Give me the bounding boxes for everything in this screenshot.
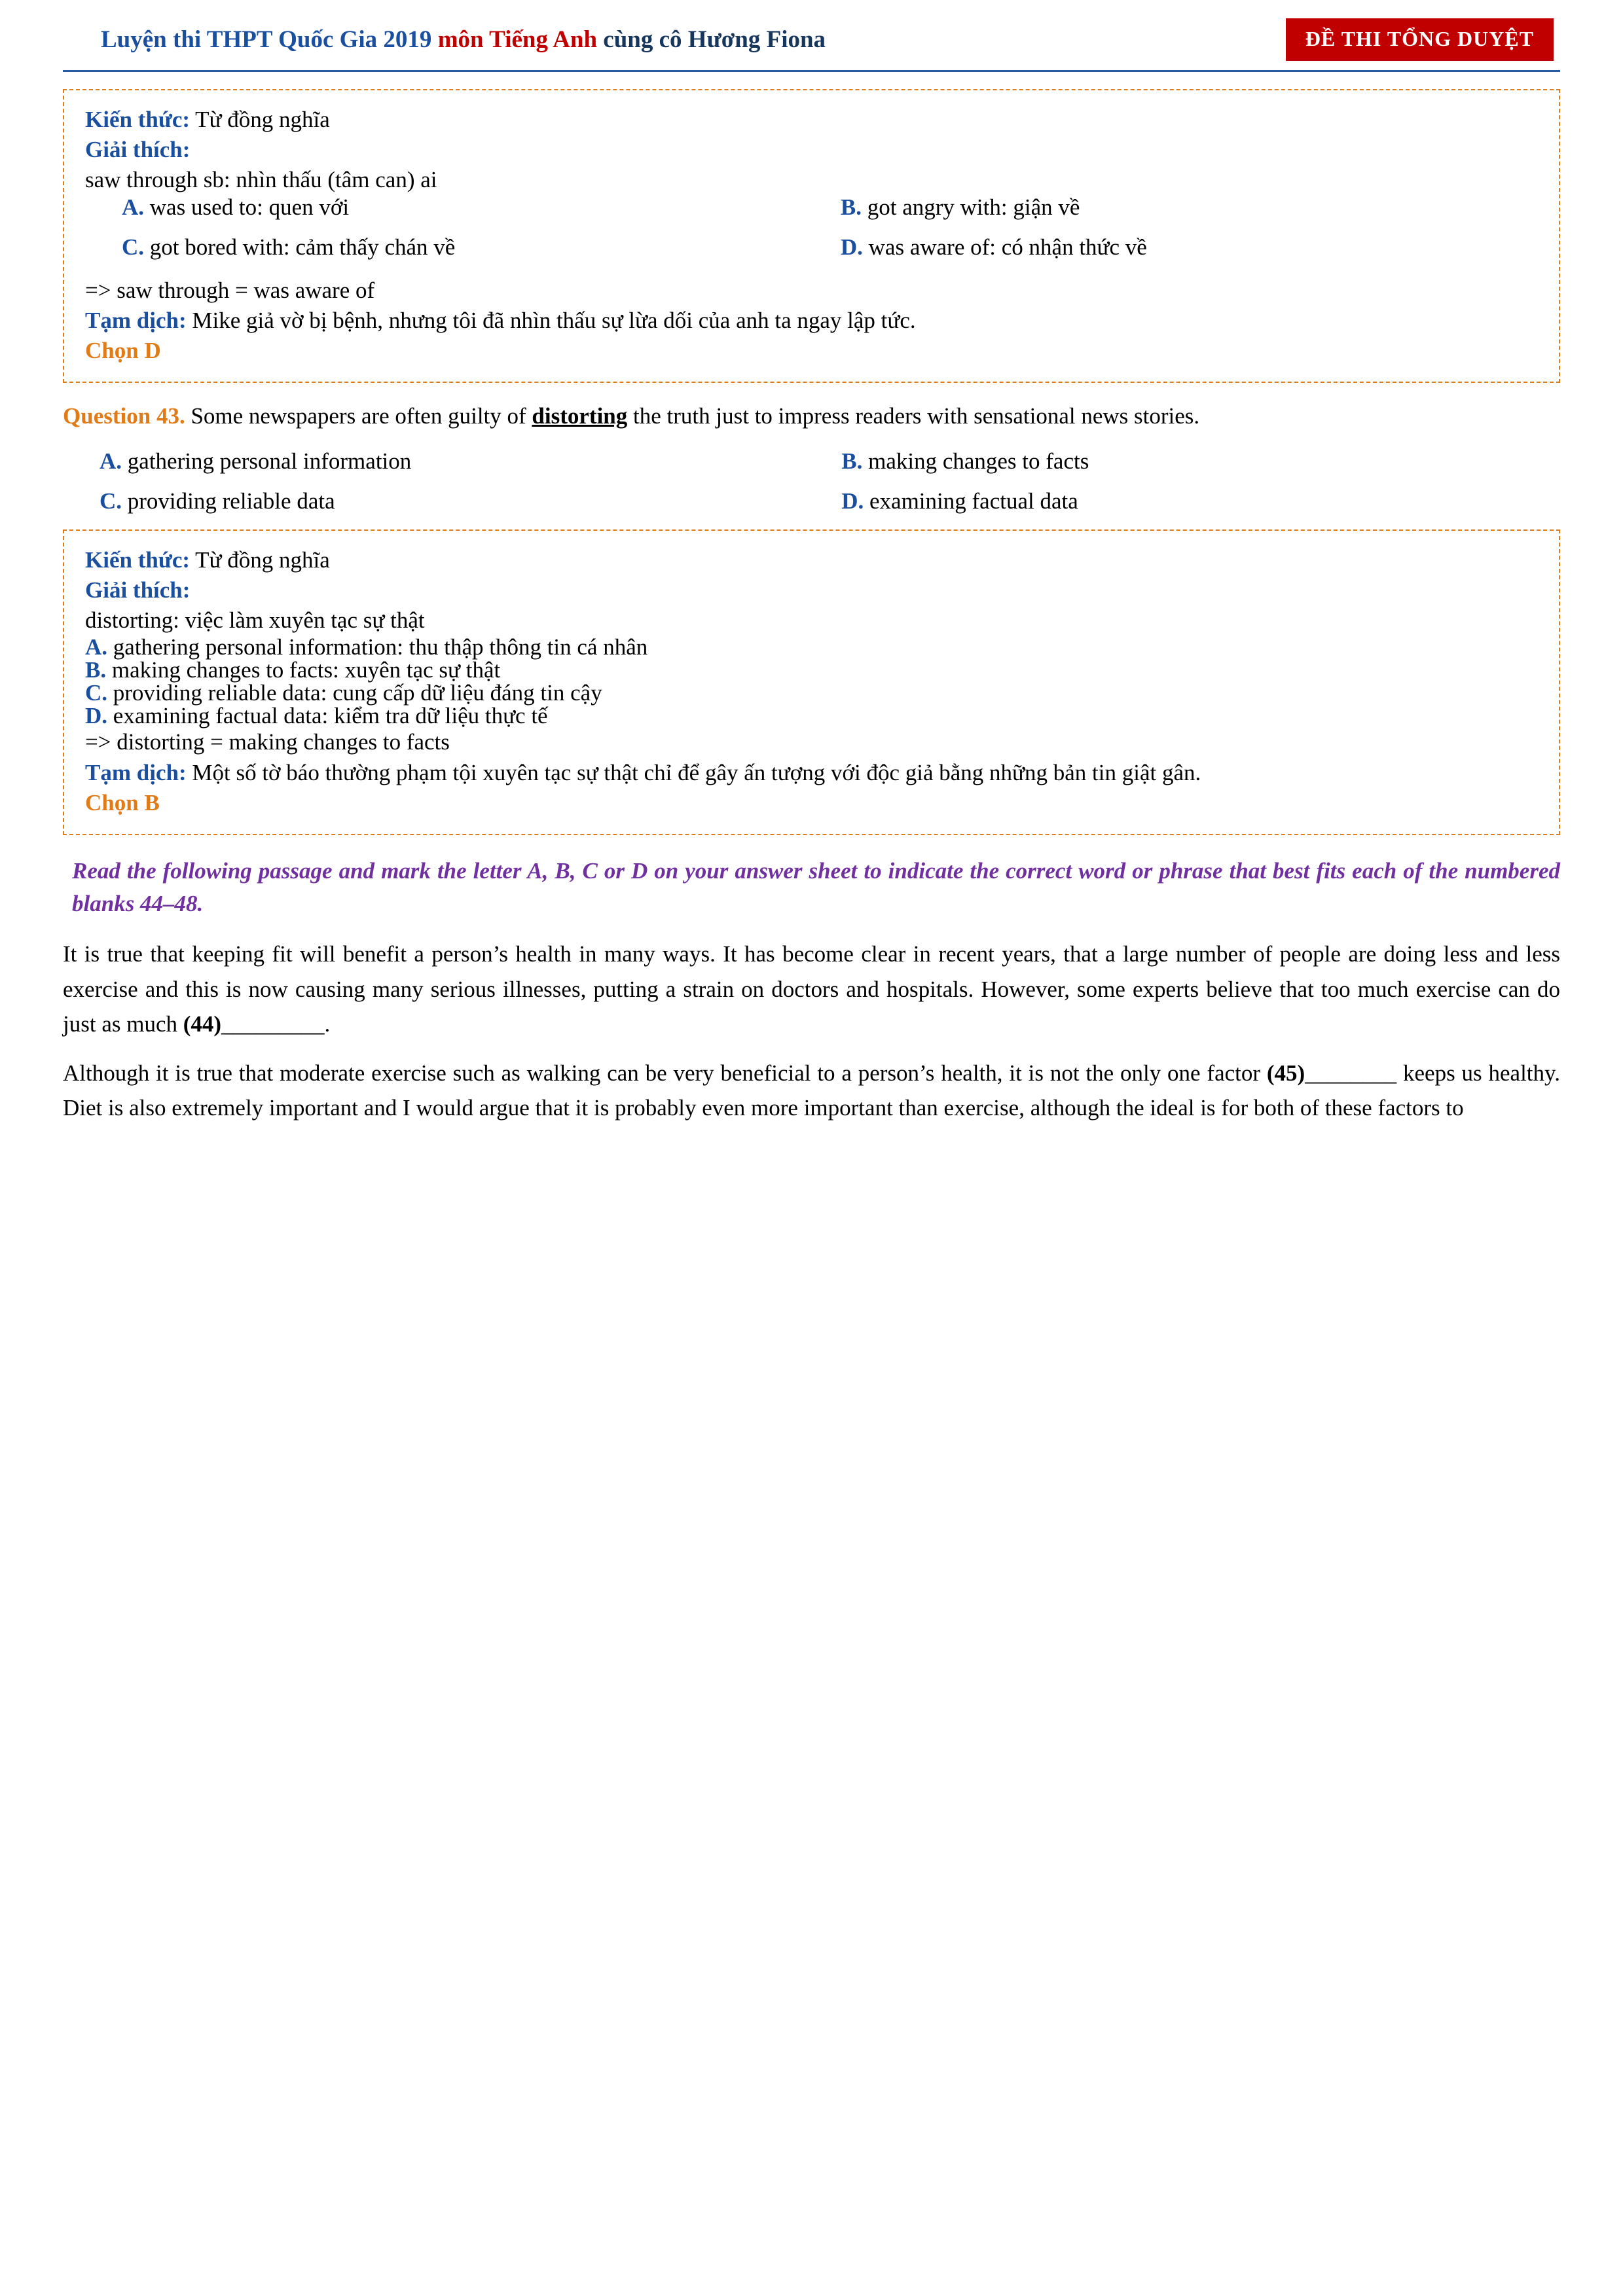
gloss-line-2: distorting: việc làm xuyên tạc sự thật [85, 607, 425, 634]
question-43-option-b[interactable] [841, 450, 1560, 473]
option-a [85, 196, 841, 219]
header-title-part2: môn Tiếng Anh [437, 26, 604, 53]
question-43-option-row-ab [63, 450, 1560, 473]
explain-option-d-text: examining factual data: kiểm tra dữ liệu thực tế [107, 703, 548, 729]
question-43-option-a-letter: A. [100, 448, 122, 474]
option-d [841, 236, 1538, 259]
conclusion-line-2: => distorting = making changes to facts [85, 729, 450, 755]
explain-option-a-letter: A. [85, 634, 108, 660]
kien-thuc-line-2 [85, 545, 1538, 575]
explain-option-c-text: providing reliable data: cung cấp dữ liệu đáng tin cậy [107, 680, 602, 706]
option-b-letter: B. [840, 194, 862, 220]
conclusion-line: => saw through = was aware of [85, 277, 375, 303]
explain-option-b-text: making changes to facts: xuyên tạc sự thật [106, 657, 501, 683]
tam-dich-line [85, 306, 1538, 336]
option-a-text: was used to: quen với [144, 194, 350, 220]
tam-dich-label-2: Tạm dịch: [85, 759, 187, 785]
question-43-option-d[interactable] [841, 490, 1560, 512]
tam-dich-value: Mike giả vờ bị bệnh, nhưng tôi đã nhìn thấu sự lừa dối của anh ta ngay lập tức. [186, 307, 916, 333]
explain-option-a [85, 636, 1538, 658]
explain-option-c [85, 681, 1538, 704]
explain-option-d [85, 704, 1538, 727]
explain-option-b-letter: B. [85, 657, 107, 683]
explanation-box-42 [63, 89, 1560, 383]
kien-thuc-value-2: Từ đồng nghĩa [190, 547, 330, 573]
question-43-option-c[interactable] [63, 490, 841, 512]
question-43-option-d-text: examining factual data [864, 488, 1078, 514]
question-43-option-d-letter: D. [841, 488, 864, 514]
exam-badge: ĐỀ THI TỔNG DUYỆT [1286, 18, 1554, 61]
kien-thuc-label: Kiến thức: [85, 107, 191, 132]
answer-choice-2 [85, 788, 1538, 818]
option-c-text: got bored with: cảm thấy chán về [144, 234, 456, 260]
answer-choice [85, 336, 1538, 366]
reading-instruction: Read the following passage and mark the letter A, B, C or D on your answer sheet to indicate the correct word or phrase that best fits each of the numbered blanks 44–48. [72, 857, 1560, 916]
passage-p1-text-a: It is true that keeping fit will benefit a person’s health in many ways. It has become clear in recent years, that a large number of people are doing less and less exercise and this is now causing many serious illnesses, putting a strain on doctors and hospitals. However, some experts believe that too much exercise can do just as much [63, 941, 1560, 1037]
passage-paragraph-1 [63, 937, 1560, 1041]
gloss-line: saw through sb: nhìn thấu (tâm can) ai [85, 167, 437, 193]
option-row-cd [85, 236, 1538, 259]
tam-dich-label: Tạm dịch: [85, 307, 187, 333]
question-43-option-b-letter: B. [841, 448, 863, 474]
explanation-box-43 [63, 529, 1560, 835]
option-d-text: was aware of: có nhận thức về [862, 234, 1147, 260]
question-43-option-row-cd [63, 490, 1560, 512]
blank-45-number: (45) [1266, 1060, 1305, 1086]
giai-thich-label-2 [85, 575, 1538, 605]
question-43-text-after: the truth just to impress readers with sensational news stories. [627, 403, 1200, 429]
passage-p2-text-b: ________ keeps us healthy. Diet is also extremely important and I would argue that it is probably even more important than exercise, although the ideal is for both of these factors to [63, 1060, 1560, 1121]
header-title-part1: Luyện thi THPT Quốc Gia 2019 [101, 26, 438, 53]
giai-thich-label [85, 135, 1538, 165]
question-43-label: Question 43. [63, 403, 185, 429]
option-a-letter: A. [122, 194, 145, 220]
kien-thuc-value: Từ đồng nghĩa [190, 107, 330, 132]
blank-44-number: (44) [183, 1011, 222, 1037]
option-d-letter: D. [840, 234, 863, 260]
page-header [63, 0, 1560, 61]
explain-option-b [85, 658, 1538, 681]
option-row-ab [85, 196, 1538, 219]
tam-dich-line-2 [85, 758, 1538, 788]
option-c-letter: C. [122, 234, 145, 260]
passage-paragraph-2 [63, 1056, 1560, 1125]
option-b-text: got angry with: giận về [861, 194, 1080, 220]
tam-dich-value-2: Một số tờ báo thường phạm tội xuyên tạc sự thật chỉ để gây ấn tượng với độc giả bằng những bản tin giật gân. [186, 759, 1201, 785]
question-43 [63, 400, 1560, 433]
explain-option-c-letter: C. [85, 680, 108, 706]
giai-thich-text-2: Giải thích: [85, 577, 191, 603]
document-content [63, 72, 1560, 1125]
explain-option-d-letter: D. [85, 703, 108, 729]
kien-thuc-label-2: Kiến thức: [85, 547, 191, 573]
explain-option-a-text: gathering personal information: thu thập thông tin cá nhân [107, 634, 648, 660]
passage-p2-text-a: Although it is true that moderate exercise such as walking can be very beneficial to a person’s health, it is not the only one factor [63, 1060, 1267, 1086]
option-b [841, 196, 1538, 219]
question-43-option-a-text: gathering personal information [122, 448, 412, 474]
question-43-option-c-text: providing reliable data [122, 488, 335, 514]
question-43-option-b-text: making changes to facts [862, 448, 1089, 474]
question-43-option-a[interactable] [63, 450, 841, 473]
kien-thuc-line [85, 105, 1538, 135]
header-title [101, 26, 826, 54]
passage-p1-text-b: _________. [221, 1011, 331, 1037]
question-43-keyword: distorting [532, 403, 628, 429]
header-title-part3: cùng cô Hương Fiona [603, 26, 826, 53]
option-c [85, 236, 841, 259]
question-43-text-before: Some newspapers are often guilty of [185, 403, 532, 429]
question-43-option-c-letter: C. [100, 488, 122, 514]
giai-thich-text: Giải thích: [85, 137, 191, 163]
answer-choice-text-2: Chọn B [85, 789, 160, 816]
answer-choice-text: Chọn D [85, 337, 161, 363]
